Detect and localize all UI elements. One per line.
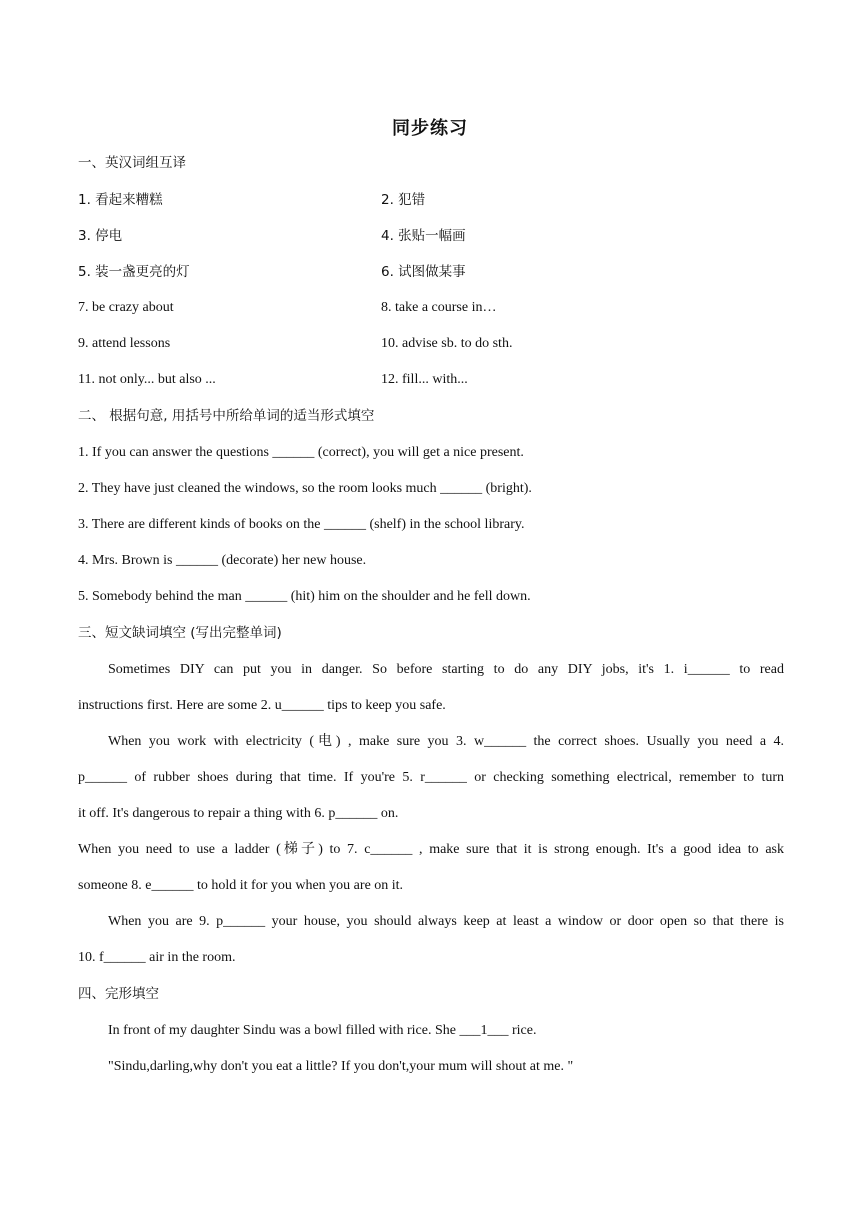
s3-passage-line-8: When you are 9. p______ your house, you should always keep at least a window or door open so that there is bbox=[108, 914, 784, 929]
section-2-heading: 二、 根据句意, 用括号中所给单词的适当形式填空 bbox=[78, 408, 375, 424]
s2-question-4: 4. Mrs. Brown is ______ (decorate) her new house. bbox=[78, 553, 367, 568]
s3-passage-line-9: 10. f______ air in the room. bbox=[78, 950, 236, 965]
page-title: 同步练习 bbox=[392, 118, 468, 139]
s1-item-4: 4. 张贴一幅画 bbox=[381, 228, 466, 244]
s2-question-2: 2. They have just cleaned the windows, so the room looks much ______ (bright). bbox=[78, 481, 532, 496]
s3-passage-line-7: someone 8. e______ to hold it for you when you are on it. bbox=[78, 878, 404, 893]
s3-passage-line-3: When you work with electricity (电) , make sure you 3. w______ the correct shoes. Usually you need a 4. bbox=[108, 734, 784, 749]
s1-item-9: 9. attend lessons bbox=[78, 336, 171, 351]
s3-passage-line-6: When you need to use a ladder (梯子) to 7. c______ , make sure that it is strong enough. It's a good idea to ask bbox=[78, 842, 784, 857]
s1-item-3: 3. 停电 bbox=[78, 228, 123, 244]
s1-item-6: 6. 试图做某事 bbox=[381, 264, 466, 280]
section-3-heading: 三、短文缺词填空 (写出完整单词) bbox=[78, 625, 282, 641]
s1-item-1: 1. 看起来糟糕 bbox=[78, 192, 163, 208]
s1-item-12: 12. fill... with... bbox=[381, 372, 468, 387]
s1-item-5: 5. 装一盏更亮的灯 bbox=[78, 264, 190, 280]
s2-question-3: 3. There are different kinds of books on the ______ (shelf) in the school library. bbox=[78, 517, 525, 532]
s1-item-10: 10. advise sb. to do sth. bbox=[381, 336, 513, 351]
s2-question-1: 1. If you can answer the questions ______ (correct), you will get a nice present. bbox=[78, 445, 524, 460]
s2-question-5: 5. Somebody behind the man ______ (hit) him on the shoulder and he fell down. bbox=[78, 589, 531, 604]
s3-passage-line-1: Sometimes DIY can put you in danger. So before starting to do any DIY jobs, it's 1. i______ to read bbox=[108, 662, 784, 677]
s3-passage-line-2: instructions first. Here are some 2. u______ tips to keep you safe. bbox=[78, 698, 446, 713]
s3-passage-line-4: p______ of rubber shoes during that time. If you're 5. r______ or checking something electrical, remember to turn bbox=[78, 770, 784, 785]
s3-passage-line-5: it off. It's dangerous to repair a thing with 6. p______ on. bbox=[78, 806, 399, 821]
s4-passage-line-1: In front of my daughter Sindu was a bowl filled with rice. She ___1___ rice. bbox=[108, 1023, 537, 1038]
s1-item-2: 2. 犯错 bbox=[381, 192, 426, 208]
section-1-heading: 一、英汉词组互译 bbox=[78, 155, 186, 171]
s4-passage-line-2: "Sindu,darling,why don't you eat a little? If you don't,your mum will shout at me. " bbox=[108, 1059, 574, 1074]
s1-item-8: 8. take a course in… bbox=[381, 300, 497, 315]
s1-item-11: 11. not only... but also ... bbox=[78, 372, 216, 387]
s1-item-7: 7. be crazy about bbox=[78, 300, 174, 315]
section-4-heading: 四、完形填空 bbox=[78, 986, 159, 1002]
